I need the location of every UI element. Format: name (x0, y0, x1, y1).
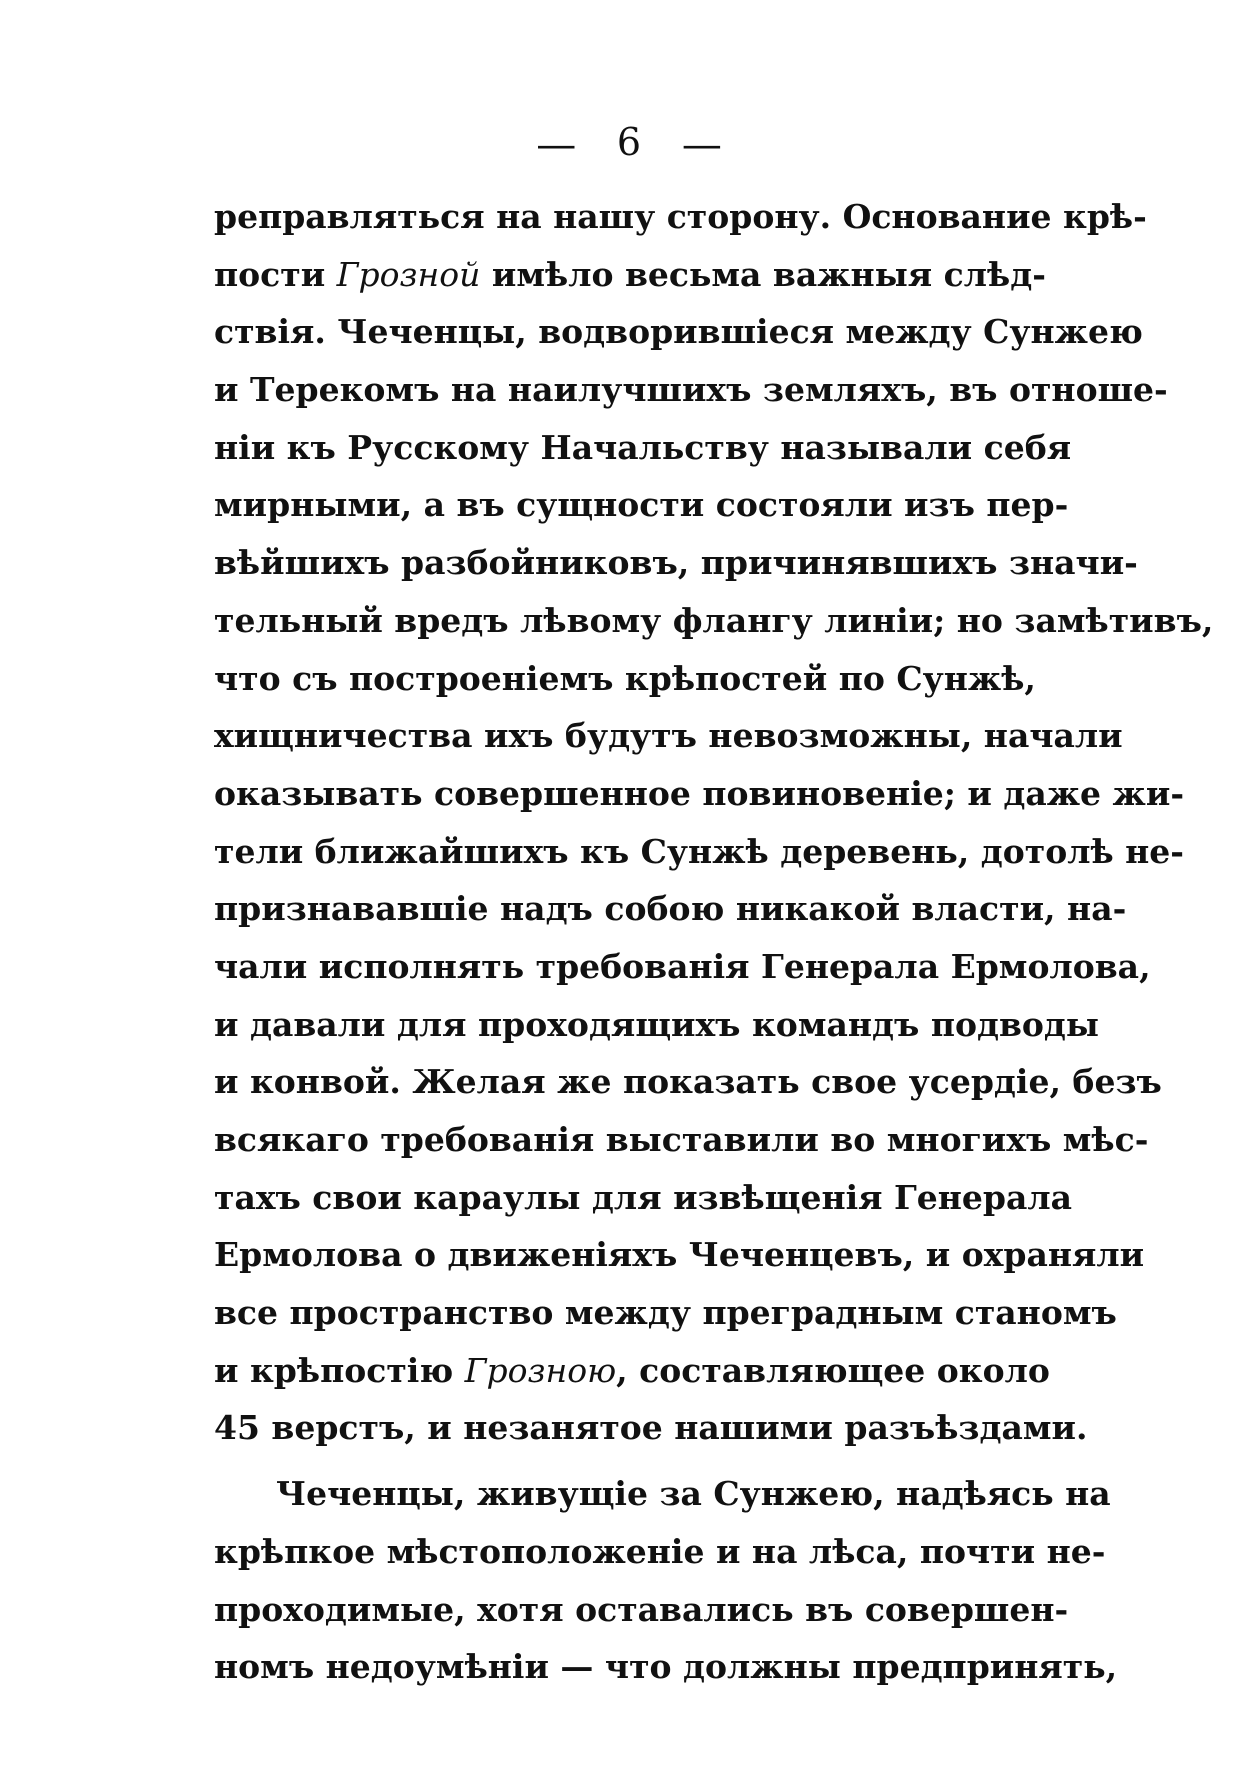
header-dash-right: — (681, 122, 723, 168)
text-line (214, 707, 1123, 765)
italic-text: Грозной (336, 254, 481, 294)
text-run: тели ближайшихъ къ Сунжѣ деревень, дотолѣ не- (214, 831, 1185, 871)
text-line (214, 419, 1072, 477)
text-run: Ермолова о движеніяхъ Чеченцевъ, и охраняли (214, 1235, 1145, 1275)
text-run: что съ построеніемъ крѣпостей по Сунжѣ, (214, 658, 1036, 698)
text-run: и крѣпостію (214, 1350, 465, 1390)
text-run: оказывать совершенное повиновеніе; и даже жи- (214, 773, 1185, 813)
page-number-header (0, 118, 1259, 169)
text-line (214, 1342, 1050, 1400)
text-line (214, 592, 1214, 650)
text-line (214, 1284, 1117, 1342)
text-line (214, 188, 1147, 246)
text-line (214, 1523, 1106, 1581)
text-line (214, 1169, 1073, 1227)
text-run: тахъ свои караулы для извѣщенія Генерала (214, 1177, 1073, 1217)
italic-text: Грозною (464, 1350, 617, 1390)
text-run: Чеченцы, живущіе за Сунжею, надѣясь на (276, 1474, 1111, 1514)
text-line (214, 476, 1069, 534)
text-run: пости (214, 254, 337, 294)
text-run: признававшіе надъ собою никакой власти, на- (214, 889, 1127, 929)
text-line (214, 1399, 1088, 1457)
text-run: хищничества ихъ будутъ невозможны, начали (214, 716, 1123, 756)
text-run: все пространство между преградным станомъ (214, 1293, 1117, 1333)
text-run: и давали для проходящихъ командъ подводы (214, 1004, 1099, 1044)
text-run: тельный вредъ лѣвому флангу линіи; но замѣтивъ, (214, 600, 1214, 640)
text-line (214, 1226, 1145, 1284)
page-number: 6 (616, 120, 643, 164)
text-line (214, 996, 1099, 1054)
body-text (214, 188, 1214, 1696)
text-run: и конвой. Желая же показать свое усердіе, безъ (214, 1062, 1162, 1102)
text-run: , составляющее около (616, 1350, 1050, 1390)
text-run: ствія. Чеченцы, водворившіеся между Сунжею (214, 312, 1143, 352)
text-line (214, 938, 1151, 996)
text-line (214, 246, 1046, 304)
text-run: вѣйшихъ разбойниковъ, причинявшихъ значи- (214, 543, 1138, 583)
text-run: ніи къ Русскому Начальству называли себя (214, 427, 1072, 467)
text-line (214, 650, 1036, 708)
text-run: всякаго требованія выставили во многихъ мѣс- (214, 1120, 1149, 1159)
text-run: проходимые, хотя оставались въ совершен- (214, 1589, 1069, 1629)
text-line (214, 1053, 1162, 1111)
text-line (214, 303, 1143, 361)
text-line (214, 880, 1127, 938)
text-run: 45 верстъ, и незанятое нашими разъѣздами. (214, 1408, 1088, 1448)
text-line (214, 361, 1168, 419)
text-line (214, 1638, 1118, 1696)
text-run: крѣпкое мѣстоположеніе и на лѣса, почти не- (214, 1531, 1106, 1571)
text-run: реправляться на нашу сторону. Основание крѣ- (214, 197, 1147, 236)
paragraph-2 (214, 1465, 1118, 1696)
text-line (214, 1465, 1111, 1523)
text-line (214, 1111, 1149, 1169)
header-dash-left: — (536, 122, 578, 168)
text-line (214, 765, 1185, 823)
text-run: имѣло весьма важныя слѣд- (480, 254, 1046, 294)
text-line (214, 1581, 1069, 1639)
paragraph-1 (214, 188, 1214, 1457)
text-line (214, 534, 1138, 592)
text-run: и Терекомъ на наилучшихъ земляхъ, въ отноше- (214, 370, 1168, 410)
text-run: чали исполнять требованія Генерала Ермолова, (214, 946, 1151, 986)
text-run: мирными, а въ сущности состояли изъ пер- (214, 485, 1069, 525)
text-run: номъ недоумѣніи — что должны предпринять, (214, 1647, 1118, 1687)
text-line (214, 823, 1185, 881)
